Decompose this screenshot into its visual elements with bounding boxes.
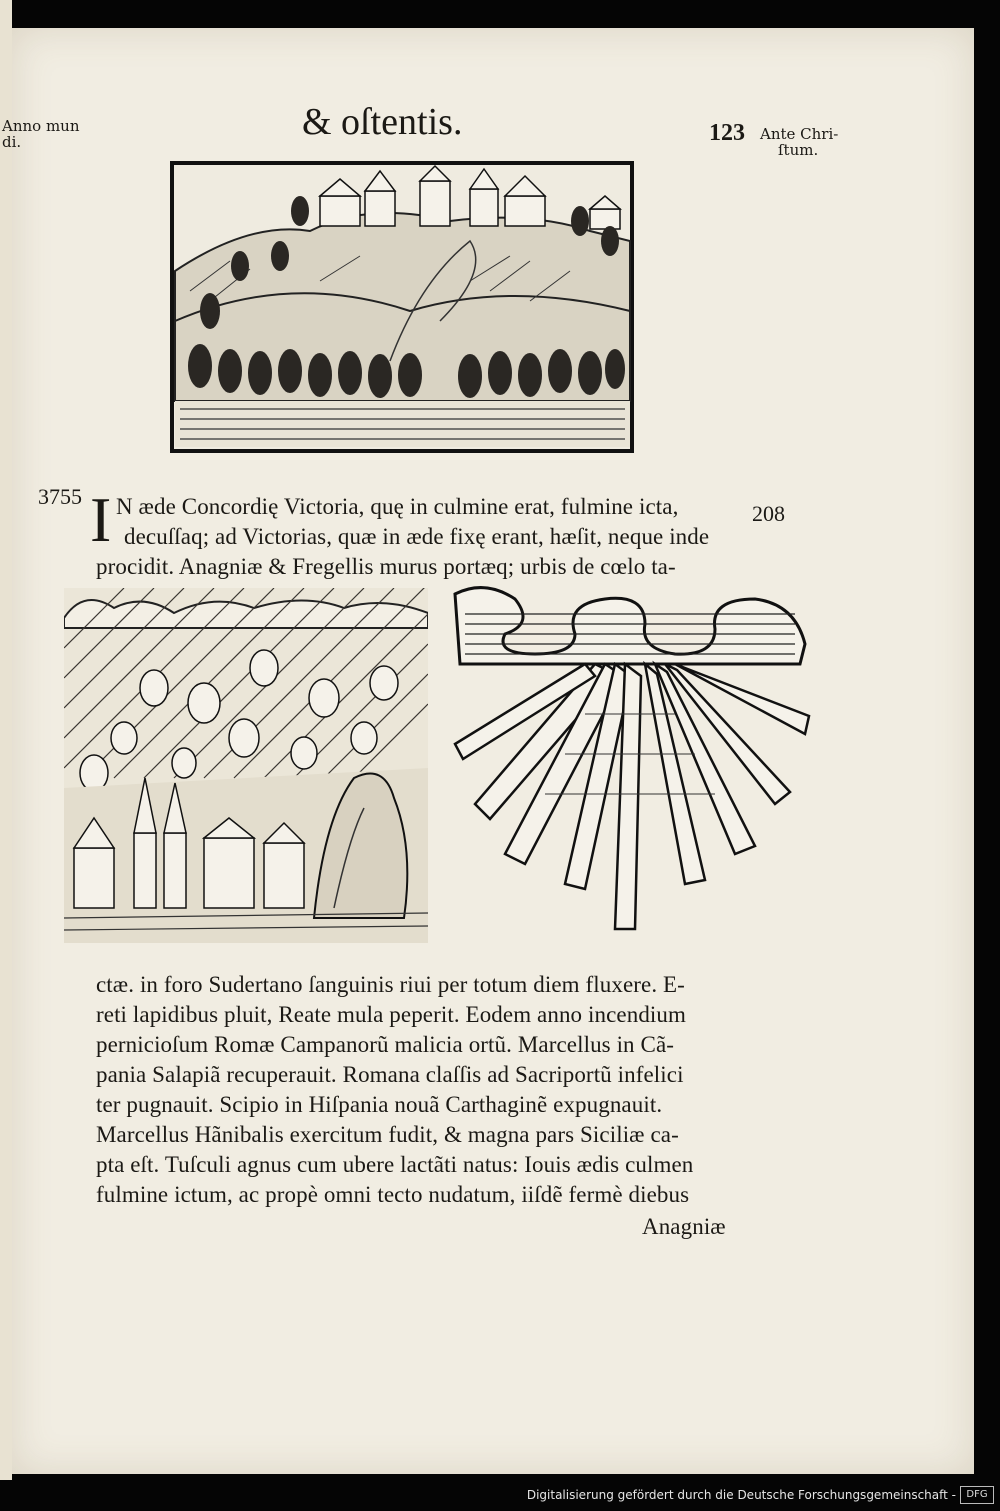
book-page (2, 28, 974, 1474)
text-line: N æde Concordię Victoria, quę in culmine erat, fulmine icta, (116, 494, 679, 519)
folio-number: 123 (709, 120, 745, 146)
margin-year-anno-mundi: 3755 (38, 484, 82, 509)
drop-cap-initial: I (90, 484, 112, 555)
text-line: ter pugnauit. Scipio in Hiſpania nouã Carthaginẽ expugnauit. (96, 1092, 663, 1117)
text-line: decuſſaq; ad Victorias, quæ in æde fixę erant, hæſit, neque inde (124, 524, 710, 549)
woodcut-landscape-illustration (170, 161, 634, 453)
running-header-title: & oſtentis. (302, 101, 463, 143)
text-line: reti lapidibus pluit, Reate mula peperit. Eodem anno incendium (96, 1002, 686, 1027)
margin-annotation-right: Ante Chri- ſtum. (760, 125, 839, 159)
woodcut-stone-rain-illustration (64, 588, 428, 943)
funding-credit: Digitalisierung gefördert durch die Deutsche Forschungsgemeinschaft - (526, 1488, 956, 1502)
text-line: Marcellus Hãnibalis exercitum fudit, & magna pars Siciliæ ca- (96, 1122, 679, 1147)
woodcut-celestial-rays-illustration (445, 584, 815, 944)
text-line: ctæ. in foro Sudertano ſanguinis riui per totum diem fluxere. E- (96, 972, 685, 997)
dfg-logo: DFG (960, 1486, 994, 1504)
text-line: procidit. Anagniæ & Fregellis murus portæq; urbis de cœlo ta- (96, 554, 676, 579)
catchword: Anagniæ (642, 1214, 726, 1239)
margin-annotation-left: Anno mun di. (2, 117, 80, 151)
text-line: pta eſt. Tuſculi agnus cum ubere lactãti natus: Iouis ædis culmen (96, 1152, 694, 1177)
text-line: fulmine ictum, ac propè omni tecto nudatum, iiſdẽ fermè diebus (96, 1182, 690, 1207)
text-line: pania Salapiã recuperauit. Romana claſſis ad Sacriportũ infelici (96, 1062, 684, 1087)
text-line: pernicioſum Romæ Campanorũ malicia ortũ. Marcellus in Cã- (96, 1032, 675, 1057)
margin-year-ante-christum: 208 (752, 501, 785, 526)
digitization-footer (0, 1480, 1000, 1511)
adjacent-page-edge (0, 0, 12, 1480)
